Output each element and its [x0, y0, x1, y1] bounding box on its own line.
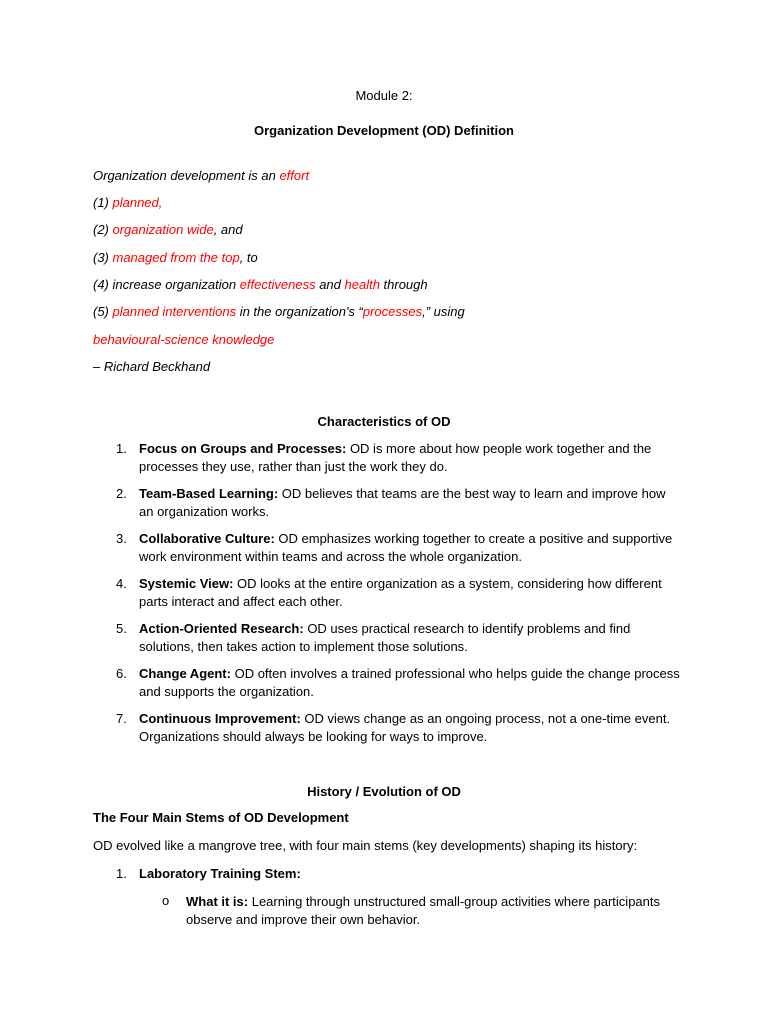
definition-line-1: (1) planned,	[93, 195, 163, 210]
list-item: 3. Collaborative Culture: OD emphasizes working together to create a positive and supportive work environment within teams and across the whole organization.	[116, 531, 673, 564]
stem-1-number: 1.	[116, 866, 127, 881]
definition-line-4: (4) increase organization effectiveness and health through	[93, 277, 428, 292]
definition-attribution: – Richard Beckhand	[93, 359, 211, 374]
definition-line-3: (3) managed from the top, to	[93, 250, 258, 265]
module-label: Module 2:	[355, 88, 413, 103]
definition-line-6: behavioural-science knowledge	[93, 332, 275, 347]
characteristics-heading: Characteristics of OD	[317, 414, 451, 429]
circle-bullet-icon: o	[162, 893, 170, 908]
page-title: Organization Development (OD) Definition	[253, 123, 514, 138]
list-item: 1. Focus on Groups and Processes: OD is more about how people work together and the processes they use, rather than just the work they do.	[116, 441, 652, 474]
history-heading: History / Evolution of OD	[307, 784, 461, 799]
list-item: 7. Continuous Improvement: OD views change as an ongoing process, not a one-time event. Organizations should always be looking for ways to improve.	[116, 711, 671, 744]
list-item: 5. Action-Oriented Research: OD uses practical research to identify problems and find solutions, then takes action to implement those solutions.	[116, 621, 631, 654]
stem-1-bullet: What it is: Learning through unstructured small-group activities where participants observe and improve their own behavior.	[186, 894, 660, 927]
history-intro: OD evolved like a mangrove tree, with four main stems (key developments) shaping its history:	[93, 838, 638, 853]
definition-line-2: (2) organization wide, and	[93, 222, 243, 237]
history-subheading: The Four Main Stems of OD Development	[93, 810, 349, 825]
definition-line-intro: Organization development is an effort	[93, 168, 310, 183]
list-item: 4. Systemic View: OD looks at the entire organization as a system, considering how different parts interact and affect each other.	[116, 576, 662, 609]
list-item: 2. Team-Based Learning: OD believes that teams are the best way to learn and improve how an organization works.	[116, 486, 666, 519]
definition-line-5: (5) planned interventions in the organization's “processes,” using	[93, 304, 465, 319]
stem-1-title: Laboratory Training Stem:	[139, 866, 301, 881]
characteristics-list	[93, 440, 683, 755]
list-item: 6. Change Agent: OD often involves a trained professional who helps guide the change process and supports the organization.	[116, 666, 680, 699]
